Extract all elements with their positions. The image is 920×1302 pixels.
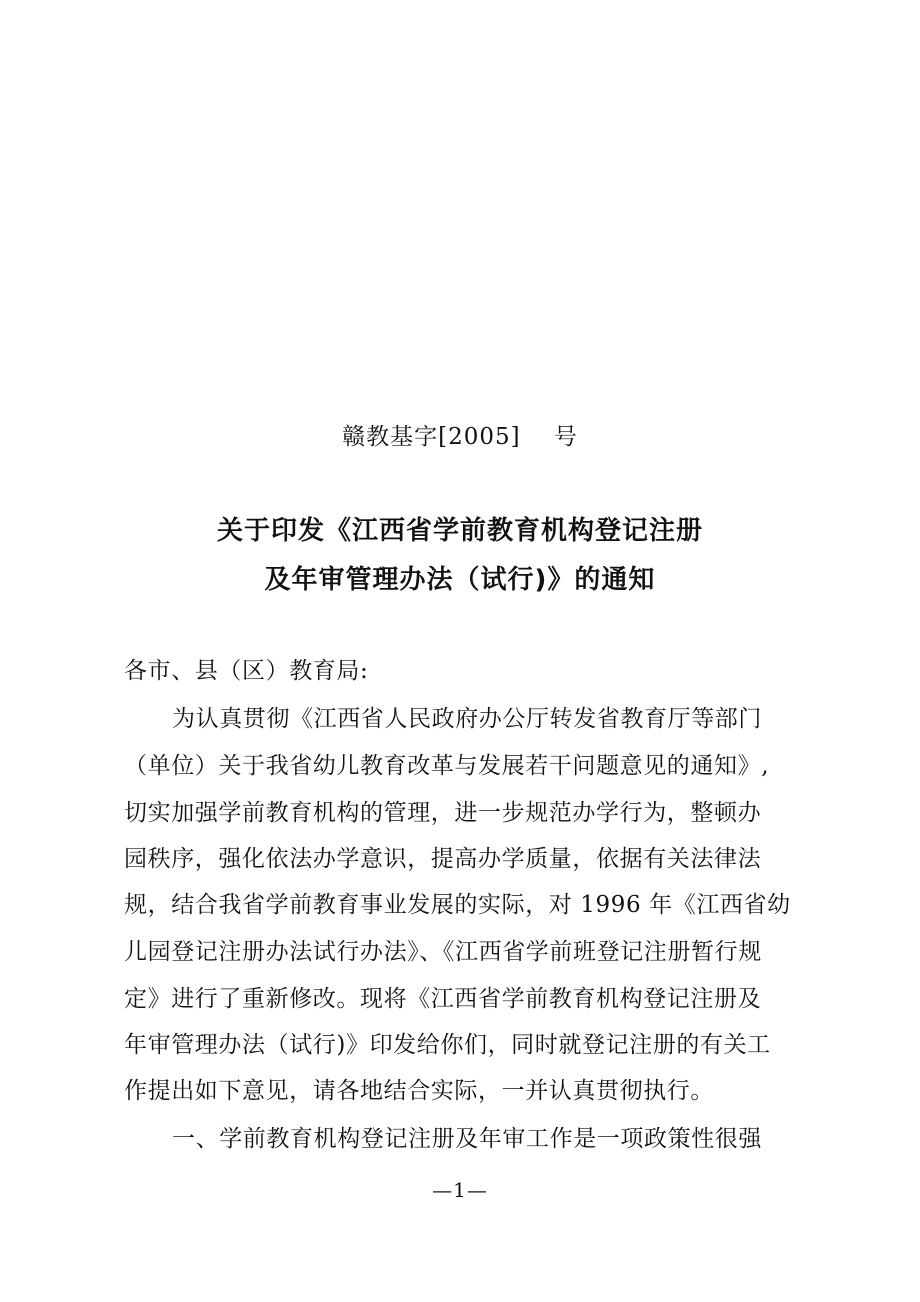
paragraph-line: 为认真贯彻《江西省人民政府办公厅转发省教育厅等部门 <box>172 706 762 732</box>
paragraph-line: 儿园登记注册办法试行办法》、《江西省学前班登记注册暂行规 <box>124 939 762 965</box>
paragraph-line: 年审管理办法（试行)》印发给你们，同时就登记注册的有关工 <box>124 1032 771 1058</box>
paragraph-line: 定》进行了重新修改。现将《江西省学前教育机构登记注册及 <box>124 986 762 1012</box>
paragraph-line: 规，结合我省学前教育事业发展的实际，对 1996 年《江西省幼 <box>124 892 791 918</box>
paragraph-line: 切实加强学前教育机构的管理，进一步规范办学行为，整顿办 <box>124 800 762 826</box>
document-title-line-1: 关于印发《江西省学前教育机构登记注册 <box>216 516 703 546</box>
document-title-line-2: 及年审管理办法（试行)》的通知 <box>264 565 656 595</box>
paragraph-line: （单位）关于我省幼儿教育改革与发展若干问题意见的通知》, <box>124 753 770 779</box>
paragraph-line: 一、学前教育机构登记注册及年审工作是一项政策性很强 <box>172 1126 762 1152</box>
document-number: 赣教基字[2005] 号 <box>342 424 578 450</box>
page-number: —1— <box>432 1178 488 1202</box>
paragraph-line: 园秩序，强化依法办学意识，提高办学质量，依据有关法律法 <box>124 846 762 872</box>
paragraph-line: 作提出如下意见，请各地结合实际，一并认真贯彻执行。 <box>124 1078 714 1104</box>
salutation: 各市、县（区）教育局: <box>124 658 369 684</box>
